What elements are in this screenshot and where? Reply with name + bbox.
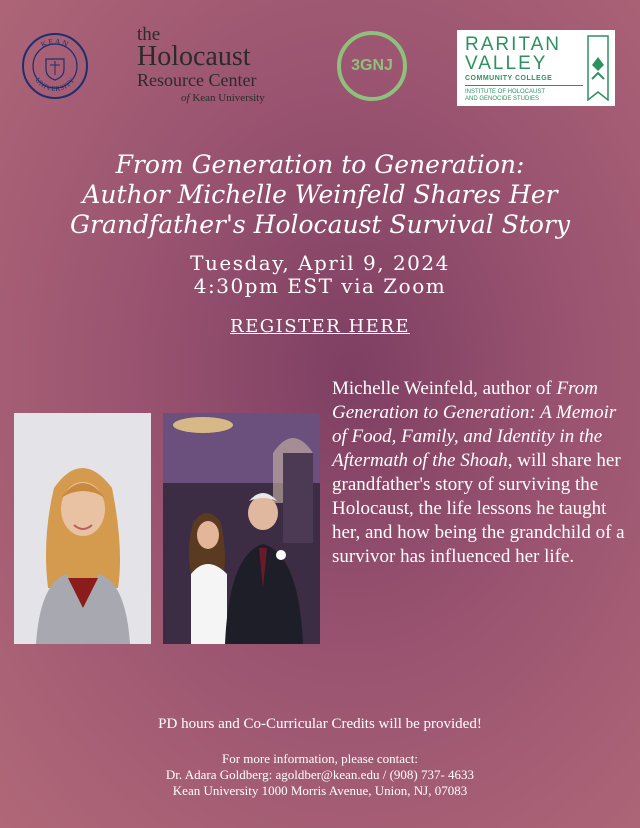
kean-university-seal-logo [22,33,88,99]
contact-line-3: Kean University 1000 Morris Avenue, Union, NJ, 07083 [172,783,468,798]
book-title: From Generation to Generation: A Memoir of Food, Family, and Identity in the Aftermath of the Shoah [332,378,617,471]
bio-intro: Michelle Weinfeld, author of [332,378,557,399]
seal-graphic [24,35,86,97]
author-with-grandfather-photo [163,413,320,644]
author-portrait-photo [14,413,151,644]
register-here-link[interactable]: REGISTER HERE [230,316,410,337]
portrait-illustration [14,413,151,644]
title-line-1: From Generation to Generation: [115,150,525,179]
rvcc-line3: COMMUNITY COLLEGE [465,75,553,82]
rvcc-line2: VALLEY [465,53,548,74]
rvcc-line4: INSTITUTE OF HOLOCAUST [465,89,546,95]
hrc-line2: Holocaust [137,41,251,72]
dance-illustration [163,413,320,644]
holocaust-resource-center-logo [137,26,297,106]
event-time: 4:30pm EST via Zoom [193,274,447,298]
title-line-2: Author Michelle Weinfeld Shares Her [82,180,558,209]
contact-line-2: Dr. Adara Goldberg: agoldber@kean.edu / (908) 737- 4633 [165,767,475,782]
3gnj-text: 3GNJ [351,57,393,74]
rvcc-divider [465,85,583,86]
credits-note: PD hours and Co-Curricular Credits will be provided! [158,716,482,732]
event-title [20,150,620,240]
svg-text:KEAN [39,37,70,50]
hrc-line1: the [137,24,161,45]
3gnj-logo [337,31,407,101]
seal-bottom-text: UNIVERSITY [33,76,77,94]
rvcc-line5: AND GENOCIDE STUDIES [465,96,540,102]
author-bio [332,377,628,569]
register-container [20,316,620,337]
event-date: Tuesday, April 9, 2024 [190,251,450,275]
title-line-3: Grandfather's Holocaust Survival Story [70,210,570,239]
svg-text:UNIVERSITY [34,76,77,93]
hrc-line3: Resource Center [137,70,257,90]
contact-line-1: For more information, please contact: [221,751,419,766]
rvcc-line1: RARITAN [465,34,561,55]
contact-info [20,751,620,799]
bio-rest: , will share her grandfather's story of surviving the Holocaust, the life lessons he taught her, and how being the grandchild of a survivor has influenced her life. [332,450,625,567]
hrc-kean: Kean University [192,92,265,104]
raritan-valley-logo [457,30,615,106]
hrc-line4 [137,90,297,106]
event-datetime [20,252,620,298]
rvcc-flag-icon [587,35,609,101]
seal-top-text: KEAN [39,36,71,50]
hrc-of: of [181,92,190,104]
